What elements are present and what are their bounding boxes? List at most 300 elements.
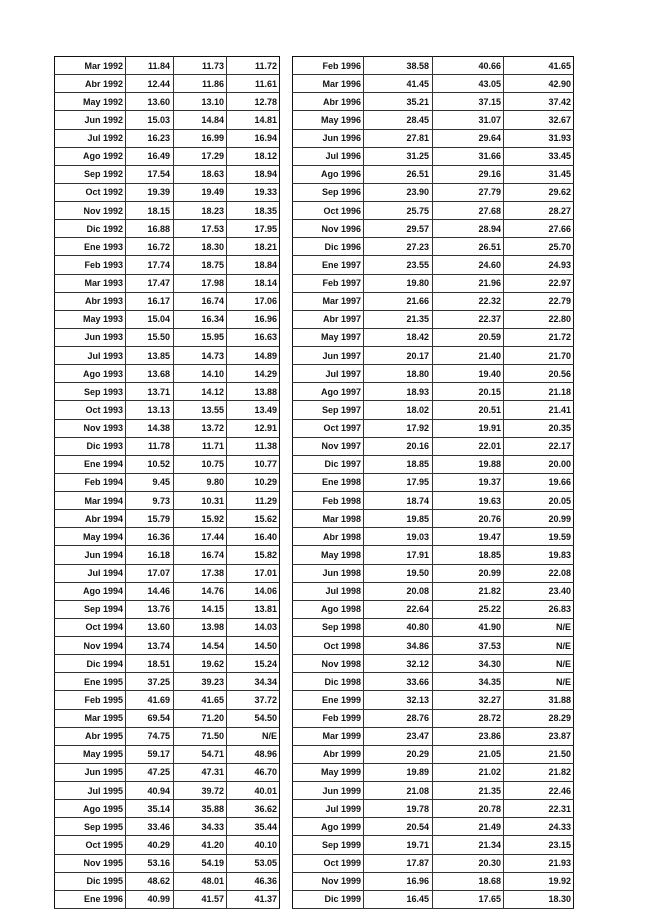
table-row (293, 310, 574, 328)
table-row (55, 256, 280, 274)
table-row (55, 763, 280, 781)
table-row (55, 492, 280, 510)
period-cell: Jul 1999 (293, 800, 364, 818)
rate-cell-2: 14.84 (174, 111, 227, 129)
rate-cell-3: 24.33 (504, 818, 574, 836)
period-cell: Nov 1996 (293, 220, 364, 238)
rate-cell-2: 28.94 (433, 220, 504, 238)
rate-cell-1: 20.54 (364, 818, 433, 836)
table-row (293, 727, 574, 745)
period-cell: Ene 1994 (55, 455, 126, 473)
period-cell: Abr 1996 (293, 93, 364, 111)
rate-cell-1: 12.44 (126, 75, 174, 93)
rate-cell-3: 10.29 (227, 473, 280, 491)
table-row (55, 782, 280, 800)
rate-cell-3: 10.77 (227, 455, 280, 473)
rate-cell-1: 17.54 (126, 165, 174, 183)
table-row (55, 655, 280, 673)
rate-cell-2: 11.73 (174, 57, 227, 75)
rate-cell-2: 11.71 (174, 437, 227, 455)
rate-cell-3: N/E (504, 655, 574, 673)
rate-cell-1: 29.57 (364, 220, 433, 238)
table-row (55, 419, 280, 437)
rate-cell-2: 24.60 (433, 256, 504, 274)
rate-cell-2: 16.34 (174, 310, 227, 328)
period-cell: Jul 1996 (293, 147, 364, 165)
rate-cell-1: 23.55 (364, 256, 433, 274)
rate-cell-1: 17.07 (126, 564, 174, 582)
period-cell: Ene 1997 (293, 256, 364, 274)
rate-cell-3: 33.45 (504, 147, 574, 165)
rate-cell-2: 9.80 (174, 473, 227, 491)
rates-table-left (54, 56, 280, 909)
rate-cell-2: 31.07 (433, 111, 504, 129)
rate-cell-1: 32.13 (364, 691, 433, 709)
period-cell: Oct 1999 (293, 854, 364, 872)
table-row (293, 492, 574, 510)
rate-cell-2: 22.01 (433, 437, 504, 455)
table-row (293, 220, 574, 238)
rate-cell-2: 41.20 (174, 836, 227, 854)
rate-cell-1: 38.58 (364, 57, 433, 75)
period-cell: Ago 1996 (293, 165, 364, 183)
table-row (55, 292, 280, 310)
rate-cell-1: 9.73 (126, 492, 174, 510)
table-row (293, 745, 574, 763)
rate-cell-2: 18.23 (174, 202, 227, 220)
rate-cell-3: 46.70 (227, 763, 280, 781)
table-row (293, 75, 574, 93)
period-cell: Ene 1995 (55, 673, 126, 691)
rate-cell-3: 21.72 (504, 328, 574, 346)
rate-cell-1: 20.29 (364, 745, 433, 763)
rate-cell-3: 16.40 (227, 528, 280, 546)
period-cell: Ene 1999 (293, 691, 364, 709)
rate-cell-3: 28.27 (504, 202, 574, 220)
table-row (293, 564, 574, 582)
rate-cell-1: 14.38 (126, 419, 174, 437)
rate-cell-2: 17.38 (174, 564, 227, 582)
rate-cell-1: 35.14 (126, 800, 174, 818)
rate-cell-1: 22.64 (364, 600, 433, 618)
period-cell: Mar 1999 (293, 727, 364, 745)
rate-cell-2: 17.98 (174, 274, 227, 292)
table-row (55, 637, 280, 655)
period-cell: Sep 1996 (293, 183, 364, 201)
rate-cell-2: 19.63 (433, 492, 504, 510)
rate-cell-1: 19.89 (364, 763, 433, 781)
table-row (293, 328, 574, 346)
table-row (55, 709, 280, 727)
rate-cell-3: 19.59 (504, 528, 574, 546)
rate-cell-3: 20.00 (504, 455, 574, 473)
period-cell: May 1997 (293, 328, 364, 346)
rate-cell-2: 48.01 (174, 872, 227, 890)
rate-cell-3: 13.88 (227, 383, 280, 401)
rate-cell-3: 14.29 (227, 365, 280, 383)
table-row (293, 57, 574, 75)
table-row (293, 347, 574, 365)
table-row (55, 310, 280, 328)
rate-cell-3: 26.83 (504, 600, 574, 618)
rate-cell-3: 36.62 (227, 800, 280, 818)
rate-cell-3: 46.36 (227, 872, 280, 890)
rate-cell-3: 37.72 (227, 691, 280, 709)
table-row (293, 836, 574, 854)
rate-cell-3: 48.96 (227, 745, 280, 763)
rate-cell-1: 15.03 (126, 111, 174, 129)
rate-cell-2: 11.86 (174, 75, 227, 93)
rate-cell-3: 23.87 (504, 727, 574, 745)
rate-cell-1: 11.78 (126, 437, 174, 455)
table-row (55, 546, 280, 564)
rate-cell-3: 41.37 (227, 890, 280, 908)
period-cell: Nov 1992 (55, 202, 126, 220)
rate-cell-2: 22.37 (433, 310, 504, 328)
rate-cell-3: 20.05 (504, 492, 574, 510)
rate-cell-1: 25.75 (364, 202, 433, 220)
table-row (55, 274, 280, 292)
rate-cell-1: 18.02 (364, 401, 433, 419)
rate-cell-3: 25.70 (504, 238, 574, 256)
period-cell: Ene 1998 (293, 473, 364, 491)
rate-cell-1: 16.18 (126, 546, 174, 564)
rate-cell-1: 23.90 (364, 183, 433, 201)
table-row (293, 800, 574, 818)
period-cell: Ene 1993 (55, 238, 126, 256)
period-cell: Sep 1998 (293, 618, 364, 636)
table-row (293, 93, 574, 111)
rate-cell-3: 18.94 (227, 165, 280, 183)
table-row (293, 618, 574, 636)
rate-cell-2: 21.05 (433, 745, 504, 763)
table-row (293, 782, 574, 800)
rate-cell-2: 21.02 (433, 763, 504, 781)
rate-cell-3: 21.50 (504, 745, 574, 763)
period-cell: Oct 1997 (293, 419, 364, 437)
table-row (55, 147, 280, 165)
rate-cell-3: 13.49 (227, 401, 280, 419)
table-row (293, 129, 574, 147)
period-cell: May 1992 (55, 93, 126, 111)
rate-cell-1: 16.96 (364, 872, 433, 890)
rate-cell-1: 21.35 (364, 310, 433, 328)
rate-cell-2: 32.27 (433, 691, 504, 709)
rate-cell-2: 39.72 (174, 782, 227, 800)
period-cell: Ago 1994 (55, 582, 126, 600)
period-cell: Sep 1992 (55, 165, 126, 183)
period-cell: May 1998 (293, 546, 364, 564)
table-row (293, 111, 574, 129)
rate-cell-3: 11.72 (227, 57, 280, 75)
table-row (55, 745, 280, 763)
rate-cell-1: 34.86 (364, 637, 433, 655)
table-row (55, 854, 280, 872)
rate-cell-2: 17.29 (174, 147, 227, 165)
rate-cell-1: 16.23 (126, 129, 174, 147)
rate-cell-1: 10.52 (126, 455, 174, 473)
rate-cell-1: 20.17 (364, 347, 433, 365)
period-cell: Abr 1992 (55, 75, 126, 93)
period-cell: Jun 1997 (293, 347, 364, 365)
rate-cell-2: 19.47 (433, 528, 504, 546)
table-row (293, 473, 574, 491)
rate-cell-3: 11.38 (227, 437, 280, 455)
period-cell: Nov 1995 (55, 854, 126, 872)
rate-cell-1: 18.51 (126, 655, 174, 673)
table-row (293, 256, 574, 274)
rate-cell-2: 37.15 (433, 93, 504, 111)
rate-cell-1: 17.92 (364, 419, 433, 437)
rate-cell-1: 27.81 (364, 129, 433, 147)
rate-cell-3: 27.66 (504, 220, 574, 238)
period-cell: Dic 1996 (293, 238, 364, 256)
period-cell: Jun 1996 (293, 129, 364, 147)
rate-cell-2: 54.19 (174, 854, 227, 872)
rate-cell-3: 17.01 (227, 564, 280, 582)
table-row (293, 763, 574, 781)
rate-cell-1: 19.80 (364, 274, 433, 292)
period-cell: Oct 1992 (55, 183, 126, 201)
rate-cell-3: 41.65 (504, 57, 574, 75)
rate-cell-3: 40.10 (227, 836, 280, 854)
rate-cell-2: 18.63 (174, 165, 227, 183)
rate-cell-3: 22.46 (504, 782, 574, 800)
rate-cell-2: 20.15 (433, 383, 504, 401)
table-row (293, 691, 574, 709)
period-cell: Dic 1994 (55, 655, 126, 673)
rate-cell-1: 33.66 (364, 673, 433, 691)
rate-cell-2: 26.51 (433, 238, 504, 256)
period-cell: Dic 1997 (293, 455, 364, 473)
rate-cell-3: 22.17 (504, 437, 574, 455)
rate-cell-3: 14.03 (227, 618, 280, 636)
table-row (293, 147, 574, 165)
table-row (55, 93, 280, 111)
period-cell: Sep 1995 (55, 818, 126, 836)
rate-cell-2: 27.68 (433, 202, 504, 220)
period-cell: Jul 1994 (55, 564, 126, 582)
rate-cell-3: 13.81 (227, 600, 280, 618)
period-cell: Jun 1992 (55, 111, 126, 129)
rate-cell-3: 15.24 (227, 655, 280, 673)
rate-cell-2: 29.64 (433, 129, 504, 147)
table-row (55, 872, 280, 890)
table-row (293, 510, 574, 528)
rate-cell-3: 16.94 (227, 129, 280, 147)
rate-cell-2: 18.68 (433, 872, 504, 890)
rate-cell-2: 10.31 (174, 492, 227, 510)
rate-cell-2: 14.76 (174, 582, 227, 600)
period-cell: Abr 1999 (293, 745, 364, 763)
rate-cell-1: 53.16 (126, 854, 174, 872)
rate-cell-2: 19.49 (174, 183, 227, 201)
rate-cell-2: 14.54 (174, 637, 227, 655)
table-row (293, 165, 574, 183)
rate-cell-3: N/E (504, 673, 574, 691)
rate-cell-1: 18.42 (364, 328, 433, 346)
period-cell: Nov 1993 (55, 419, 126, 437)
rate-cell-2: 13.98 (174, 618, 227, 636)
rate-cell-3: 19.92 (504, 872, 574, 890)
period-cell: May 1999 (293, 763, 364, 781)
period-cell: Dic 1993 (55, 437, 126, 455)
table-row (293, 673, 574, 691)
rate-cell-3: 16.96 (227, 310, 280, 328)
rate-cell-3: 18.21 (227, 238, 280, 256)
rate-cell-1: 19.50 (364, 564, 433, 582)
rate-cell-3: 20.56 (504, 365, 574, 383)
period-cell: Abr 1993 (55, 292, 126, 310)
table-row (293, 528, 574, 546)
rate-cell-3: 22.31 (504, 800, 574, 818)
period-cell: Jul 1995 (55, 782, 126, 800)
table-row (293, 292, 574, 310)
rate-cell-3: 23.15 (504, 836, 574, 854)
table-row (55, 528, 280, 546)
rate-cell-3: 21.18 (504, 383, 574, 401)
rate-cell-2: 19.37 (433, 473, 504, 491)
rate-cell-3: 22.80 (504, 310, 574, 328)
rate-cell-3: 18.35 (227, 202, 280, 220)
period-cell: Ago 1992 (55, 147, 126, 165)
rate-cell-3: 18.84 (227, 256, 280, 274)
period-cell: Oct 1993 (55, 401, 126, 419)
rate-cell-3: 14.50 (227, 637, 280, 655)
table-row (55, 582, 280, 600)
table-row (55, 347, 280, 365)
period-cell: Dic 1995 (55, 872, 126, 890)
table-row (55, 57, 280, 75)
rate-cell-3: 22.97 (504, 274, 574, 292)
rate-cell-1: 20.16 (364, 437, 433, 455)
rate-cell-2: 20.30 (433, 854, 504, 872)
period-cell: Jul 1997 (293, 365, 364, 383)
rate-cell-2: 21.96 (433, 274, 504, 292)
rate-cell-1: 33.46 (126, 818, 174, 836)
rate-cell-2: 40.66 (433, 57, 504, 75)
rate-cell-2: 71.50 (174, 727, 227, 745)
rate-cell-2: 19.91 (433, 419, 504, 437)
rate-cell-3: 22.08 (504, 564, 574, 582)
table-row (55, 111, 280, 129)
rate-cell-1: 9.45 (126, 473, 174, 491)
period-cell: Jun 1998 (293, 564, 364, 582)
rate-cell-1: 18.93 (364, 383, 433, 401)
period-cell: Jul 1998 (293, 582, 364, 600)
period-cell: Nov 1999 (293, 872, 364, 890)
rate-cell-1: 19.39 (126, 183, 174, 201)
rate-cell-1: 28.76 (364, 709, 433, 727)
period-cell: Dic 1992 (55, 220, 126, 238)
rate-cell-3: 31.93 (504, 129, 574, 147)
rate-cell-2: 28.72 (433, 709, 504, 727)
rate-cell-3: 20.99 (504, 510, 574, 528)
rate-cell-2: 41.90 (433, 618, 504, 636)
rate-cell-3: 24.93 (504, 256, 574, 274)
rate-cell-2: 15.92 (174, 510, 227, 528)
rate-cell-3: 31.45 (504, 165, 574, 183)
rate-cell-3: 32.67 (504, 111, 574, 129)
table-row (55, 510, 280, 528)
rate-cell-3: 15.62 (227, 510, 280, 528)
table-row (293, 419, 574, 437)
table-row (293, 709, 574, 727)
rate-cell-1: 13.74 (126, 637, 174, 655)
period-cell: Ene 1996 (55, 890, 126, 908)
table-row (55, 727, 280, 745)
rate-cell-1: 13.68 (126, 365, 174, 383)
rate-cell-3: 11.61 (227, 75, 280, 93)
period-cell: May 1994 (55, 528, 126, 546)
rate-cell-3: 17.06 (227, 292, 280, 310)
rate-cell-2: 31.66 (433, 147, 504, 165)
period-cell: Ago 1999 (293, 818, 364, 836)
rate-cell-3: N/E (504, 637, 574, 655)
rate-cell-3: 21.70 (504, 347, 574, 365)
rate-cell-3: 14.89 (227, 347, 280, 365)
period-cell: Mar 1992 (55, 57, 126, 75)
rate-cell-3: 16.63 (227, 328, 280, 346)
rate-cell-1: 16.36 (126, 528, 174, 546)
table-row (55, 328, 280, 346)
rate-cell-1: 27.23 (364, 238, 433, 256)
table-body (55, 57, 280, 909)
rate-cell-1: 40.80 (364, 618, 433, 636)
rate-cell-2: 18.30 (174, 238, 227, 256)
rate-cell-3: 35.44 (227, 818, 280, 836)
period-cell: Oct 1998 (293, 637, 364, 655)
rate-cell-3: N/E (227, 727, 280, 745)
rate-cell-2: 34.30 (433, 655, 504, 673)
rate-cell-1: 15.04 (126, 310, 174, 328)
rate-cell-2: 14.12 (174, 383, 227, 401)
period-cell: Abr 1997 (293, 310, 364, 328)
rate-cell-2: 21.34 (433, 836, 504, 854)
period-cell: Abr 1994 (55, 510, 126, 528)
table-row (293, 872, 574, 890)
rate-cell-3: 15.82 (227, 546, 280, 564)
rate-cell-1: 18.85 (364, 455, 433, 473)
rate-cell-2: 39.23 (174, 673, 227, 691)
rate-cell-3: 11.29 (227, 492, 280, 510)
rate-cell-3: 12.78 (227, 93, 280, 111)
table-row (293, 890, 574, 908)
period-cell: Ago 1997 (293, 383, 364, 401)
table-row (55, 455, 280, 473)
table-row (55, 836, 280, 854)
rate-cell-1: 13.85 (126, 347, 174, 365)
period-cell: Jul 1992 (55, 129, 126, 147)
rate-cell-2: 21.82 (433, 582, 504, 600)
table-row (55, 673, 280, 691)
table-row (293, 183, 574, 201)
rate-cell-1: 59.17 (126, 745, 174, 763)
rate-cell-2: 21.35 (433, 782, 504, 800)
rate-cell-1: 14.46 (126, 582, 174, 600)
rate-cell-2: 13.72 (174, 419, 227, 437)
rate-cell-3: 28.29 (504, 709, 574, 727)
rate-cell-3: 29.62 (504, 183, 574, 201)
table-row (293, 238, 574, 256)
rate-cell-2: 25.22 (433, 600, 504, 618)
rate-cell-2: 27.79 (433, 183, 504, 201)
rate-cell-2: 54.71 (174, 745, 227, 763)
rate-cell-1: 17.95 (364, 473, 433, 491)
rate-cell-3: 17.95 (227, 220, 280, 238)
rate-cell-2: 14.10 (174, 365, 227, 383)
table-row (293, 600, 574, 618)
